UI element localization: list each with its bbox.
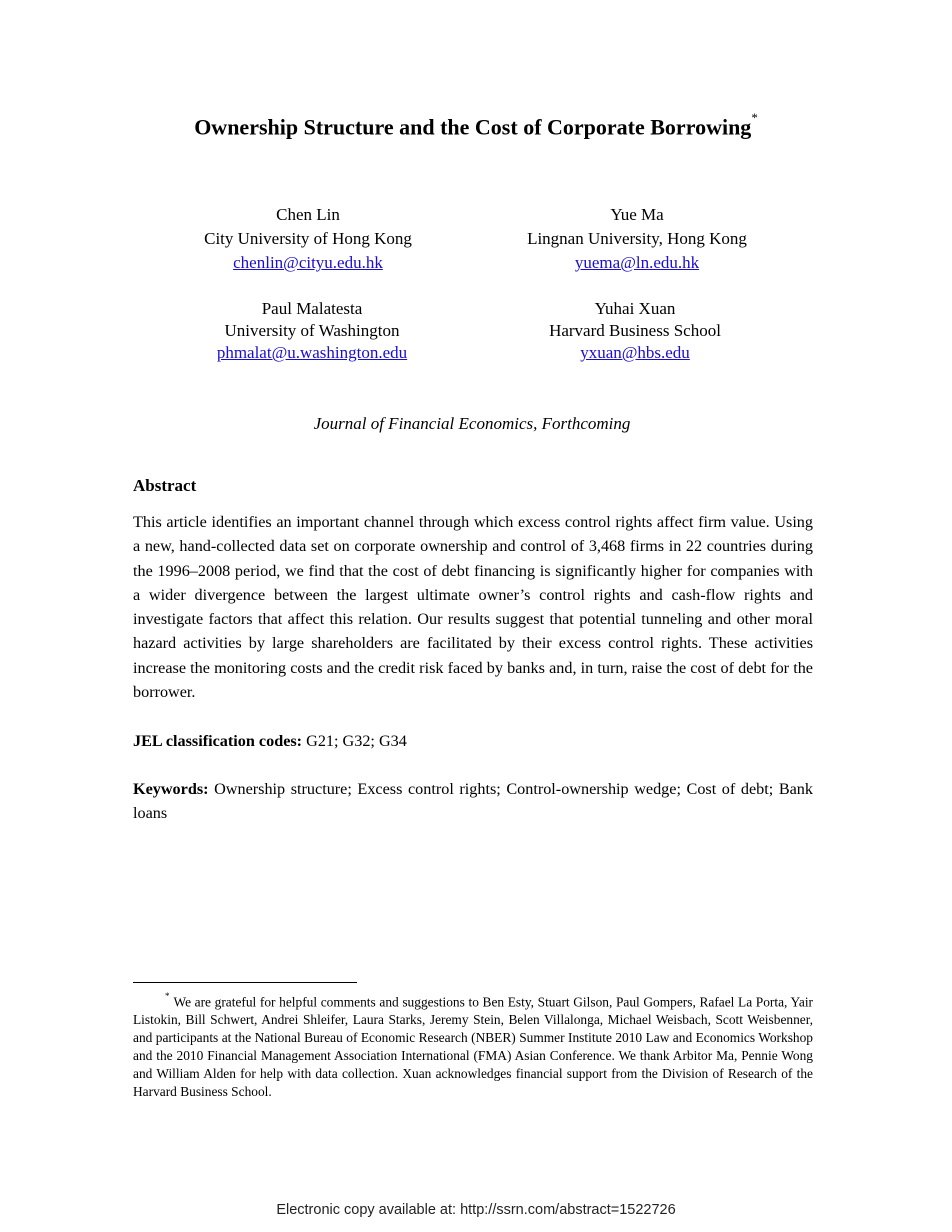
ssrn-availability-footer[interactable]: Electronic copy available at: http://ssrn.com/abstract=1522726: [276, 1202, 676, 1218]
keywords-value: Ownership structure; Excess control rights; Control-ownership wedge; Cost of debt; Bank loans: [133, 780, 813, 822]
author-affiliation: University of Washington: [224, 321, 400, 340]
author-block-3: [142, 298, 482, 364]
jel-value: G21; G32; G34: [302, 732, 407, 750]
title-footnote-mark[interactable]: *: [751, 110, 758, 125]
author-affiliation: Lingnan University, Hong Kong: [527, 229, 747, 248]
author-name: Yuhai Xuan: [594, 299, 676, 318]
author-block-4: [465, 298, 805, 364]
keywords-label: Keywords:: [133, 780, 209, 798]
author-name: Paul Malatesta: [261, 299, 363, 318]
jel-label: JEL classification codes:: [133, 732, 303, 750]
paper-title: [0, 110, 952, 140]
author-email-link[interactable]: chenlin@cityu.edu.hk: [233, 253, 383, 272]
jel-codes: [133, 729, 813, 753]
author-block-1: [138, 203, 478, 275]
author-affiliation: City University of Hong Kong: [204, 229, 412, 248]
abstract-text: This article identifies an important channel through which excess control rights affect firm value. Using a new, hand-collected data set on corporate ownership and control of 3,468 firms in 22 countries during the 1996–2008 period, we find that the cost of debt financing is significantly higher for companies with a wider divergence between the largest ultimate owner’s control rights and cash-flow rights and investigate factors that affect this relation. Our results suggest that potential tunneling and other moral hazard activities by large shareholders are facilitated by their excess control rights. These activities increase the monitoring costs and the credit risk faced by banks and, in turn, raise the cost of debt for the borrower.: [133, 513, 813, 702]
author-name: Yue Ma: [610, 205, 664, 224]
keywords: [133, 777, 813, 825]
journal-line: Journal of Financial Economics, Forthcoming: [313, 414, 631, 433]
acknowledgment-footnote: [133, 989, 813, 1101]
author-block-2: [467, 203, 807, 275]
author-email-link[interactable]: phmalat@u.washington.edu: [216, 343, 408, 362]
footnote-text: We are grateful for helpful comments and suggestions to Ben Esty, Stuart Gilson, Paul Gompers, Rafael La Porta, Yair Listokin, Bill Schwert, Andrei Shleifer, Laura Starks, Jeremy Stein, Belen Villalonga, Michael Weisbach, Scott Weisbenner, and participants at the National Bureau of Economic Research (NBER) Summer Institute 2010 Law and Economics Workshop and the 2010 Financial Management Association International (FMA) Asian Conference. We thank Arbitor Ma, Pennie Wong and William Alden for help with data collection. Xuan acknowledges financial support from the Division of Research of the Harvard Business School.: [133, 994, 813, 1100]
author-email-link[interactable]: yxuan@hbs.edu: [580, 343, 690, 362]
paper-title-text: Ownership Structure and the Cost of Corporate Borrowing: [194, 114, 752, 140]
author-affiliation: Harvard Business School: [549, 321, 721, 340]
footnote-mark: *: [165, 991, 170, 1001]
author-name: Chen Lin: [276, 205, 340, 224]
abstract-heading: Abstract: [133, 476, 197, 495]
author-email-link[interactable]: yuema@ln.edu.hk: [574, 253, 700, 272]
footnote-divider: [133, 982, 357, 983]
